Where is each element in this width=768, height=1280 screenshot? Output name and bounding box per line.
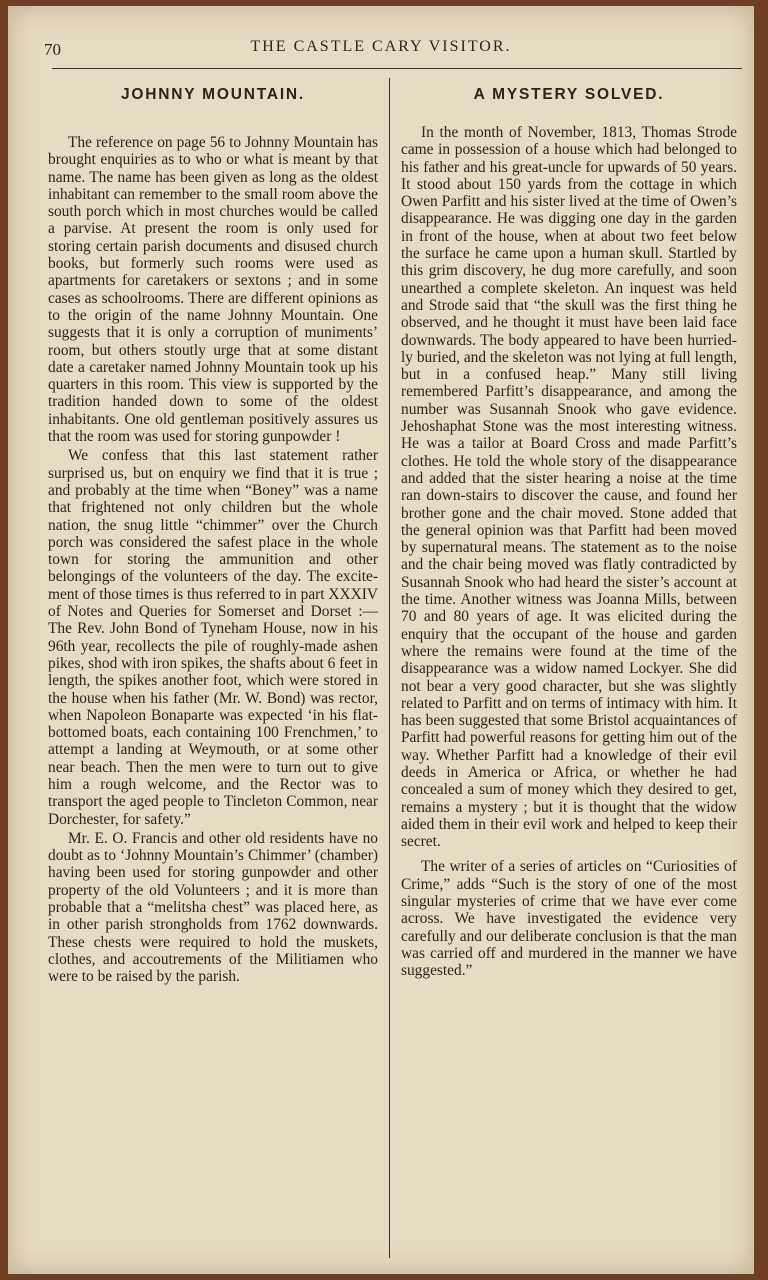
page-number: 70 bbox=[44, 40, 61, 59]
article-heading: JOHNNY MOUNTAIN. bbox=[120, 86, 306, 103]
magazine-page bbox=[8, 6, 754, 1274]
article-heading: A MYSTERY SOLVED. bbox=[473, 86, 665, 103]
article-paragraph: Mr. E. O. Francis and other old residents have no doubt as to ‘Johnny Mountain’s Chimmer’ (chamber) having been used for storing gunpowder and other property of the old Volunteers ; and it is more than probable that a “melitsha chest” was placed here, as in other parish strongholds from 1762 downwards. These chests were required to hold the muskets, clothes, and accoutrements of the Militiamen who were to be raised by the parish. bbox=[48, 829, 378, 986]
running-head bbox=[8, 34, 754, 64]
article-paragraph: We confess that this last statement rather surprised us, but on enquiry we find that it is true ; and probably at the time when “Boney” was a name that frightened not only children but the whole nation, the snug little “chimmer” over the Church porch was considered the safest place in the whole town for storing the ammunition and other belongings of the volunteers of the day. The excitement of those times is thus referred to in part XXXIV of Notes and Queries for Somerset and Dorset :—The Rev. John Bond of Tyneham House, now in his 96th year, recollects the pile of roughly-made ashen pikes, shod with iron spikes, the shafts about 6 feet in length, the spikes another foot, which were stored in the house when his father (Mr. W. Bond) was rector, when Napoleon Bonaparte was expected ‘in his flat-bottomed boats, each containing 100 Frenchmen,’ to attempt a landing at Weymouth, or at some other near beach. Then the men were to turn out to give him a rough welcome, and the Rector was to transport the aged people to Tincleton Common, near Dorchester, for safety.” bbox=[48, 447, 378, 828]
column-divider bbox=[389, 78, 390, 1258]
journal-title: THE CASTLE CARY VISITOR. bbox=[250, 38, 512, 55]
article-paragraph: In the month of November, 1813, Thomas Strode came in possession of a house which had belonged to his father and his great-uncle for upwards of 50 years. It stood about 150 yards from the cottage in which Owen Parfitt and his sister lived at the time of Owen’s disappearance. He was digging one day in the garden in front of the house, when at about two feet below the surface he came upon a human skull. Startled by this grim discovery, he dug more carefully, and soon unearthed a complete skeleton. An inquest was held and Strode said that “the skull was the first thing he observed, and he thought it must have been laid face downwards. The body appeared to have been hurriedly buried, and the skeleton was not lying at full length, but in a confused heap.” Many still living remembered Parfitt’s disappearance, and among the number was Susannah Snook who gave evidence. Jehoshaphat Stone was the most interesting witness. He was a tailor at Board Cross and made Parfitt’s clothes. He told the whole story of the disappearance and added that the sister hearing a noise at the time ran down-stairs to discover the cause, and found her brother gone and the chair moved. Stone added that the general opinion was that Parfitt had been moved by supernatural means. The statement as to the noise and the chair being moved was flatly contradicted by Susannah Snook who had heard the sister’s account at the time. Another witness was Joanna Mills, between 70 and 80 years of age. It was elicited during the enquiry that the occupant of the house and garden where the remains were found at the time of the disappearance was a widow named Lockyer. She did not bear a very good character, but she was slightly related to Parfitt and on terms of intimacy with him. It has been suggested that some Bristol acquaintances of Parfitt had powerful reasons for getting him out of the way. Whether Parfitt had a knowledge of their evil deeds in America or Africa, or whether he had concealed a sum of money which they desired to get, remains a mystery ; but it is thought that the widow aided them in their evil work and helped to keep their secret. bbox=[401, 124, 737, 851]
article-johnny-mountain bbox=[48, 82, 378, 986]
article-paragraph: The reference on page 56 to Johnny Mountain has brought enquiries as to who or what is meant by that name. The name has been given as long as the oldest inhabitant can remember to the small room above the south porch which in most churches would be called a parvise. At present the room is only used for storing certain parish documents and disused church books, but formerly such rooms were used as apartments for caretakers or sextons ; and in some cases as schoolrooms. There are different opinions as to the origin of the name Johnny Mountain. One suggests that it is only a corruption of muniments’ room, but others stoutly urge that at some distant date a caretaker named Johnny Mountain took up his quarters in this room. This view is supported by the tradition handed down to some of the oldest inhabitants. One old gentleman positively assures us that the room was used for storing gunpowder ! bbox=[48, 134, 378, 446]
header-rule bbox=[52, 68, 742, 69]
article-paragraph: The writer of a series of articles on “Curiosities of Crime,” adds “Such is the story of one of the most singular mysteries of crime that we have ever come across. We have investigated the evidence very carefully and our deliberate conclusion is that the man was carried off and murdered in the manner we have suggested.” bbox=[401, 858, 737, 980]
article-mystery-solved bbox=[401, 82, 737, 980]
